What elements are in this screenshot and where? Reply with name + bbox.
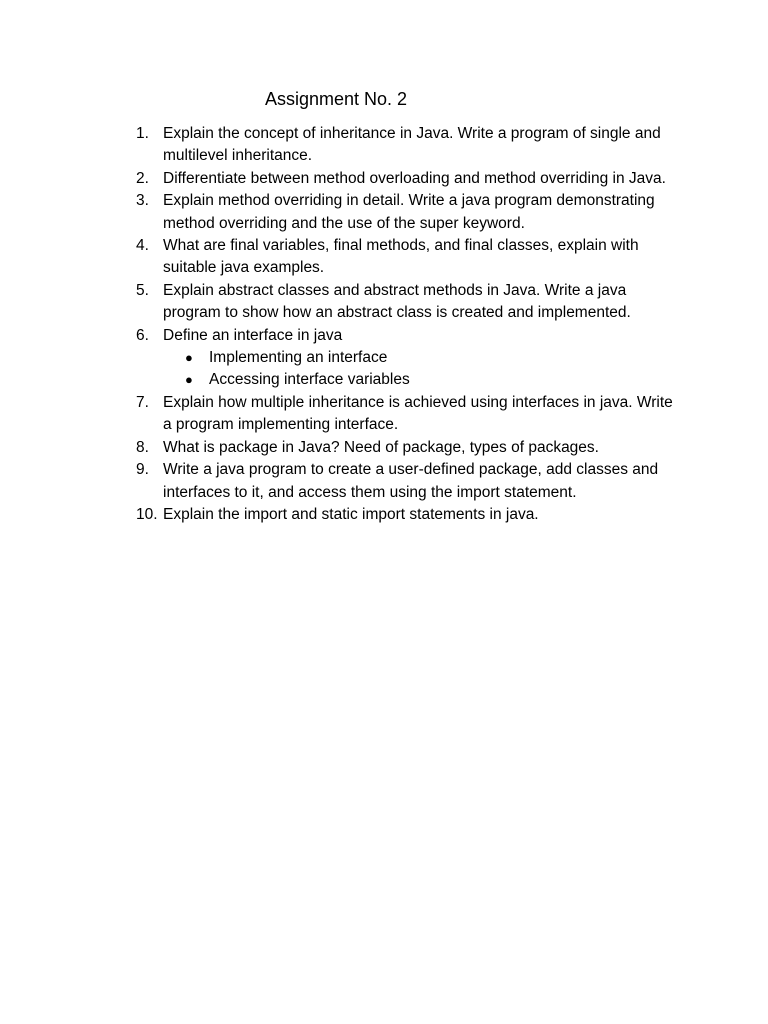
question-item [136, 123, 681, 168]
question-text: Define an interface in java [163, 326, 343, 344]
question-text: Explain the concept of inheritance in Java. Write a program of single and multilevel inheritance. [163, 125, 661, 165]
question-text: Write a java program to create a user-defined package, add classes and interfaces to it, and access them using the import statement. [163, 461, 659, 501]
question-number: 8. [136, 438, 149, 456]
document-title: Assignment No. 2 [265, 89, 408, 109]
question-text: Differentiate between method overloading and method overriding in Java. [163, 169, 666, 187]
question-number: 4. [136, 237, 149, 255]
question-number: 10. [136, 505, 158, 523]
question-item [136, 437, 681, 459]
question-item [136, 235, 681, 280]
bullet-icon: ● [185, 350, 193, 366]
question-number: 9. [136, 461, 149, 479]
question-number: 6. [136, 326, 149, 344]
question-item [136, 392, 681, 437]
question-text: Explain method overriding in detail. Write a java program demonstrating method overriding and the use of the super keyword. [163, 192, 655, 232]
question-text: Explain the import and static import statements in java. [163, 505, 539, 523]
question-item [136, 459, 681, 504]
question-item [136, 504, 681, 526]
question-number: 7. [136, 393, 149, 411]
bullet-icon: ● [185, 372, 193, 388]
question-text: What are final variables, final methods, and final classes, explain with suitable java examples. [163, 237, 639, 277]
question-text: Explain abstract classes and abstract methods in Java. Write a java program to show how an abstract class is created and implemented. [163, 281, 631, 322]
question-number: 2. [136, 169, 149, 187]
sub-item-text: Accessing interface variables [209, 371, 410, 389]
question-list [136, 123, 681, 526]
question-item [136, 325, 681, 392]
question-item [136, 190, 681, 235]
question-item [136, 280, 681, 325]
sub-list-item [163, 369, 681, 391]
sub-item-text: Implementing an interface [209, 349, 388, 367]
question-item [136, 168, 681, 190]
question-number: 1. [136, 125, 149, 142]
question-number: 5. [136, 281, 149, 299]
question-text: What is package in Java? Need of package, types of packages. [163, 438, 599, 456]
question-number: 3. [136, 192, 149, 210]
sub-list-item [163, 347, 681, 369]
question-text: Explain how multiple inheritance is achieved using interfaces in java. Write a program implementing interface. [163, 393, 673, 434]
sub-list [163, 347, 681, 392]
